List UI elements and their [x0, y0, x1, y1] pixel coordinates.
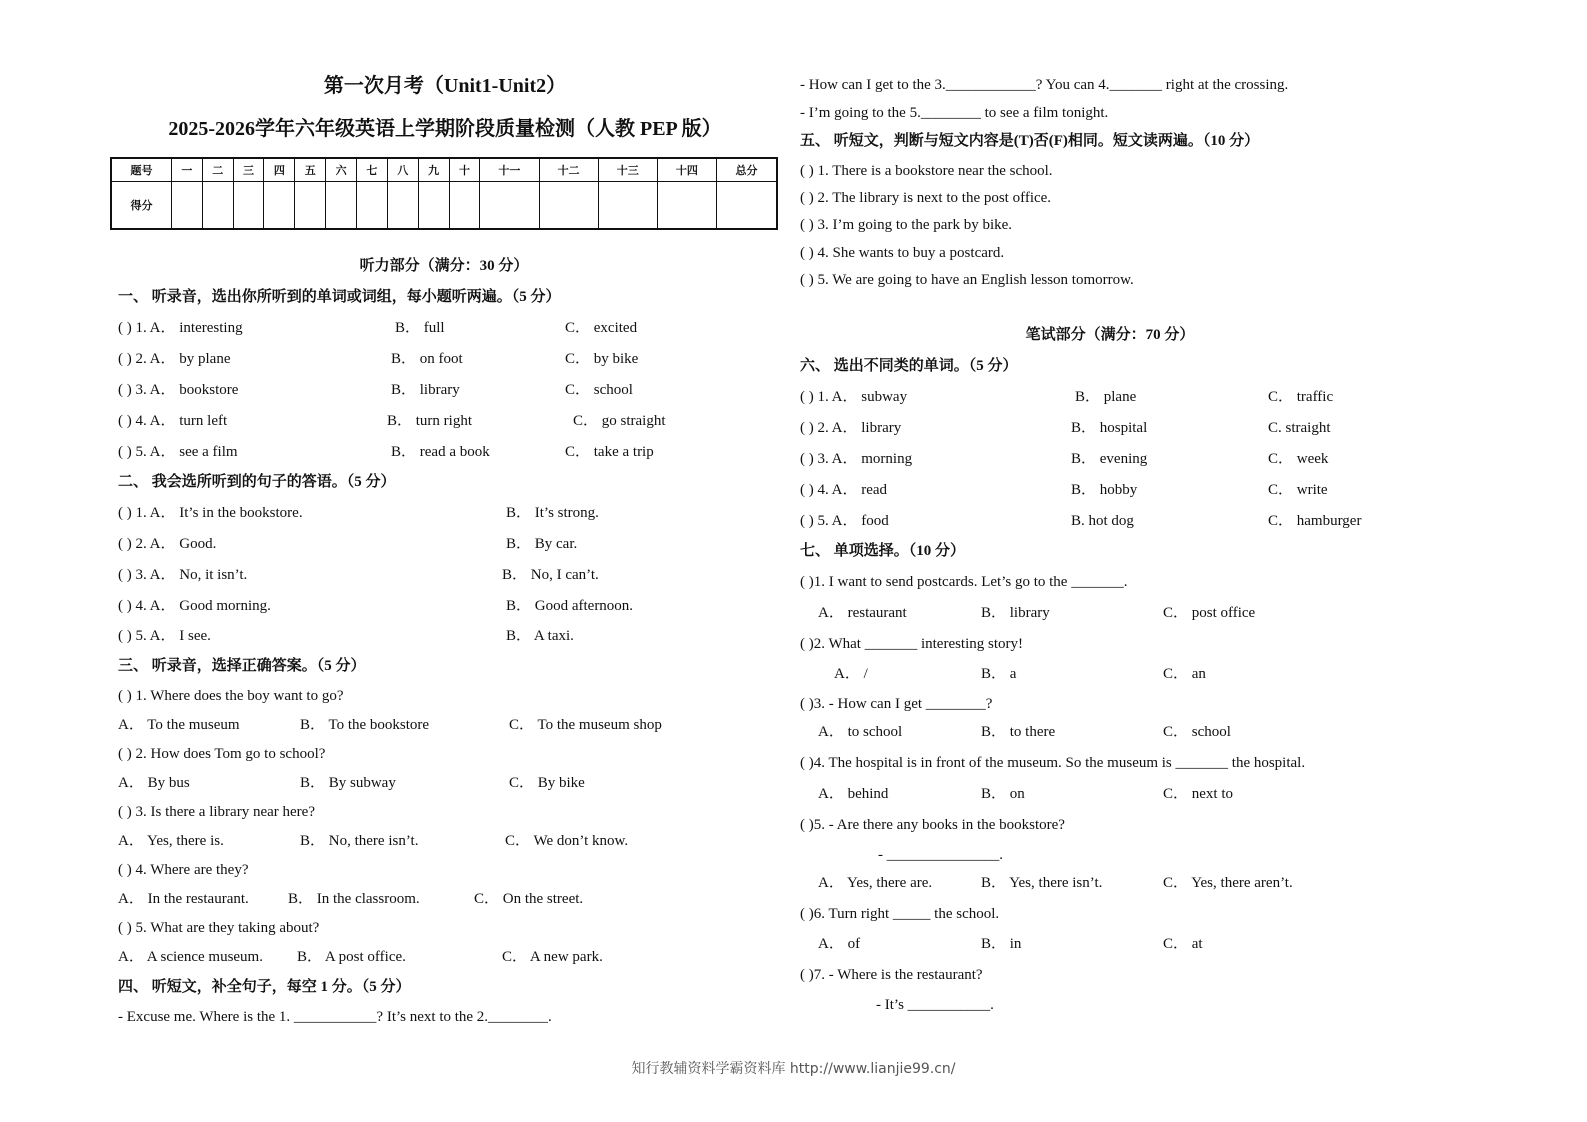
- section-5-title: 五、 听短文，判断与短文内容是(T)否(F)相同。短文读两遍。（10 分）: [800, 133, 1260, 149]
- score-col-header: 八: [387, 158, 418, 182]
- question-item: ( ) 1. There is a bookstore near the school.: [800, 163, 1053, 179]
- option-b: B． on foot: [391, 351, 463, 367]
- answer-blank: - It’s ___________.: [876, 997, 994, 1013]
- option-a: A． To the museum: [118, 717, 240, 733]
- score-col-header: 五: [295, 158, 326, 182]
- listening-part-header: 听力部分（满分：30 分）: [359, 258, 529, 274]
- option-b: B． hobby: [1071, 482, 1138, 498]
- score-cell[interactable]: [264, 182, 295, 230]
- question-item: ( ) 5. A． I see.: [118, 628, 211, 644]
- score-col-header: 十三: [598, 158, 657, 182]
- option-c: C． hamburger: [1268, 513, 1362, 529]
- question-item: ( ) 1. A． subway: [800, 389, 908, 405]
- written-part-header: 笔试部分（满分：70 分）: [1025, 327, 1195, 343]
- score-col-header: 十四: [657, 158, 716, 182]
- score-row-label: 题号: [111, 158, 171, 182]
- score-cell[interactable]: [657, 182, 716, 230]
- option-c: C． write: [1268, 482, 1328, 498]
- option-c: C． go straight: [573, 413, 666, 429]
- option-b: B． Good afternoon.: [506, 598, 634, 614]
- footer-watermark[interactable]: 知行教辅资料学霸资料库 http://www.lianjie99.cn/: [631, 1061, 956, 1077]
- score-cell[interactable]: [202, 182, 233, 230]
- option-b: B． turn right: [387, 413, 472, 429]
- question-item: ( )6. Turn right _____ the school.: [800, 906, 1000, 922]
- option-b: B． A taxi.: [506, 628, 574, 644]
- score-table-score-row: [111, 182, 777, 230]
- option-c: C． We don’t know.: [505, 833, 629, 849]
- option-c: C． school: [565, 382, 633, 398]
- option-b: B． No, I can’t.: [502, 567, 599, 583]
- option-a: A． In the restaurant.: [118, 891, 249, 907]
- score-row-label: 得分: [111, 182, 171, 230]
- option-c: C． By bike: [509, 775, 585, 791]
- exam-subtitle: 2025-2026学年六年级英语上学期阶段质量检测（人教 PEP 版）: [168, 118, 722, 140]
- score-cell[interactable]: [356, 182, 387, 230]
- fill-blank-line: - How can I get to the 3.____________? You can 4._______ right at the crossing.: [800, 77, 1289, 93]
- score-cell[interactable]: [326, 182, 357, 230]
- option-b: B． A post office.: [297, 949, 406, 965]
- option-c: C． excited: [565, 320, 638, 336]
- score-cell[interactable]: [449, 182, 480, 230]
- answer-blank: - _______________.: [878, 847, 1003, 863]
- score-col-header: 十二: [539, 158, 598, 182]
- option-b: B． In the classroom.: [288, 891, 420, 907]
- option-b: B． By car.: [506, 536, 578, 552]
- option-b: B． To the bookstore: [300, 717, 430, 733]
- question-item: ( ) 3. A． morning: [800, 451, 913, 467]
- option-b: B． library: [981, 605, 1050, 621]
- option-b: B． By subway: [300, 775, 396, 791]
- question-item: ( ) 1. A． It’s in the bookstore.: [118, 505, 303, 521]
- option-a: A． Yes, there is.: [118, 833, 224, 849]
- option-c: C． an: [1163, 666, 1206, 682]
- option-a: A． to school: [818, 724, 903, 740]
- option-c: C． by bike: [565, 351, 639, 367]
- question-item: ( ) 4. A． Good morning.: [118, 598, 271, 614]
- option-c: C． Yes, there aren’t.: [1163, 875, 1293, 891]
- score-cell[interactable]: [598, 182, 657, 230]
- section-7-title: 七、 单项选择。（10 分）: [800, 543, 966, 559]
- option-b: B． library: [391, 382, 460, 398]
- option-c: C． week: [1268, 451, 1329, 467]
- option-b: B. hot dog: [1071, 513, 1134, 529]
- question-item: ( )4. The hospital is in front of the museum. So the museum is _______ the hospital.: [800, 755, 1306, 771]
- option-b: B． on: [981, 786, 1025, 802]
- question-item: ( ) 1. A． interesting: [118, 320, 243, 336]
- section-3-title: 三、 听录音，选择正确答案。（5 分）: [118, 658, 366, 674]
- option-b: B． a: [981, 666, 1017, 682]
- question-item: ( ) 5. A． see a film: [118, 444, 238, 460]
- option-a: A． /: [834, 666, 868, 682]
- option-b: B． to there: [981, 724, 1056, 740]
- question-item: ( ) 3. A． No, it isn’t.: [118, 567, 248, 583]
- exam-title: 第一次月考（Unit1-Unit2）: [323, 75, 567, 97]
- score-cell[interactable]: [418, 182, 449, 230]
- option-c: C． next to: [1163, 786, 1233, 802]
- section-1-title: 一、 听录音，选出你所听到的单词或词组，每小题听两遍。（5 分）: [118, 289, 561, 305]
- question-item: ( )5. - Are there any books in the bookstore?: [800, 817, 1065, 833]
- question-item: ( ) 3. A． bookstore: [118, 382, 239, 398]
- question-item: ( ) 4. A． read: [800, 482, 888, 498]
- question-item: ( )1. I want to send postcards. Let’s go to the _______.: [800, 574, 1128, 590]
- score-cell[interactable]: [716, 182, 777, 230]
- option-b: B． It’s strong.: [506, 505, 599, 521]
- score-cell[interactable]: [295, 182, 326, 230]
- score-col-header: 二: [202, 158, 233, 182]
- option-c: C. straight: [1268, 420, 1331, 436]
- option-b: B． full: [395, 320, 445, 336]
- score-cell[interactable]: [387, 182, 418, 230]
- question-item: ( ) 4. She wants to buy a postcard.: [800, 245, 1005, 261]
- score-col-header: 一: [171, 158, 202, 182]
- option-c: C． post office: [1163, 605, 1256, 621]
- option-b: B． Yes, there isn’t.: [981, 875, 1103, 891]
- option-c: C． school: [1163, 724, 1231, 740]
- score-col-header: 七: [356, 158, 387, 182]
- option-c: C． at: [1163, 936, 1203, 952]
- option-c: C． To the museum shop: [509, 717, 662, 733]
- option-b: B． read a book: [391, 444, 490, 460]
- question-item: ( )3. - How can I get ________?: [800, 696, 993, 712]
- option-b: B． evening: [1071, 451, 1148, 467]
- question-item: ( )2. What _______ interesting story!: [800, 636, 1024, 652]
- question-item: ( ) 2. A． Good.: [118, 536, 217, 552]
- option-a: A． By bus: [118, 775, 190, 791]
- score-table: [110, 157, 778, 230]
- score-cell[interactable]: [171, 182, 202, 230]
- score-cell[interactable]: [480, 182, 539, 230]
- score-col-header: 总分: [716, 158, 777, 182]
- option-a: A． of: [818, 936, 861, 952]
- section-4-title: 四、 听短文，补全句子，每空 1 分。（5 分）: [118, 979, 411, 995]
- score-col-header: 四: [264, 158, 295, 182]
- question-item: ( ) 5. What are they taking about?: [118, 920, 320, 936]
- question-item: ( ) 2. A． library: [800, 420, 902, 436]
- option-b: B． in: [981, 936, 1022, 952]
- score-col-header: 六: [326, 158, 357, 182]
- score-col-header: 三: [233, 158, 264, 182]
- option-b: B． No, there isn’t.: [300, 833, 419, 849]
- question-item: ( ) 5. We are going to have an English lesson tomorrow.: [800, 272, 1134, 288]
- question-item: ( ) 2. The library is next to the post office.: [800, 190, 1052, 206]
- section-2-title: 二、 我会选所听到的句子的答语。（5 分）: [118, 474, 396, 490]
- option-b: B． hospital: [1071, 420, 1148, 436]
- section-6-title: 六、 选出不同类的单词。（5 分）: [800, 358, 1018, 374]
- option-a: A． Yes, there are.: [818, 875, 933, 891]
- question-item: ( ) 5. A． food: [800, 513, 889, 529]
- option-c: C． traffic: [1268, 389, 1334, 405]
- option-c: C． take a trip: [565, 444, 654, 460]
- option-c: C． On the street.: [474, 891, 584, 907]
- score-col-header: 十一: [480, 158, 539, 182]
- question-item: ( ) 2. How does Tom go to school?: [118, 746, 326, 762]
- question-item: ( ) 3. I’m going to the park by bike.: [800, 217, 1013, 233]
- score-cell[interactable]: [539, 182, 598, 230]
- fill-blank-line: - I’m going to the 5.________ to see a film tonight.: [800, 105, 1109, 121]
- option-b: B． plane: [1075, 389, 1137, 405]
- option-c: C． A new park.: [502, 949, 603, 965]
- question-item: ( ) 1. Where does the boy want to go?: [118, 688, 344, 704]
- score-col-header: 十: [449, 158, 480, 182]
- question-item: ( )7. - Where is the restaurant?: [800, 967, 983, 983]
- question-item: ( ) 4. A． turn left: [118, 413, 228, 429]
- option-a: A． restaurant: [818, 605, 907, 621]
- score-col-header: 九: [418, 158, 449, 182]
- question-item: ( ) 3. Is there a library near here?: [118, 804, 315, 820]
- option-a: A． behind: [818, 786, 889, 802]
- question-item: ( ) 4. Where are they?: [118, 862, 249, 878]
- option-a: A． A science museum.: [118, 949, 263, 965]
- score-table-header-row: [111, 158, 777, 182]
- score-cell[interactable]: [233, 182, 264, 230]
- fill-blank-line: - Excuse me. Where is the 1. ___________? It’s next to the 2.________.: [118, 1009, 552, 1025]
- question-item: ( ) 2. A． by plane: [118, 351, 231, 367]
